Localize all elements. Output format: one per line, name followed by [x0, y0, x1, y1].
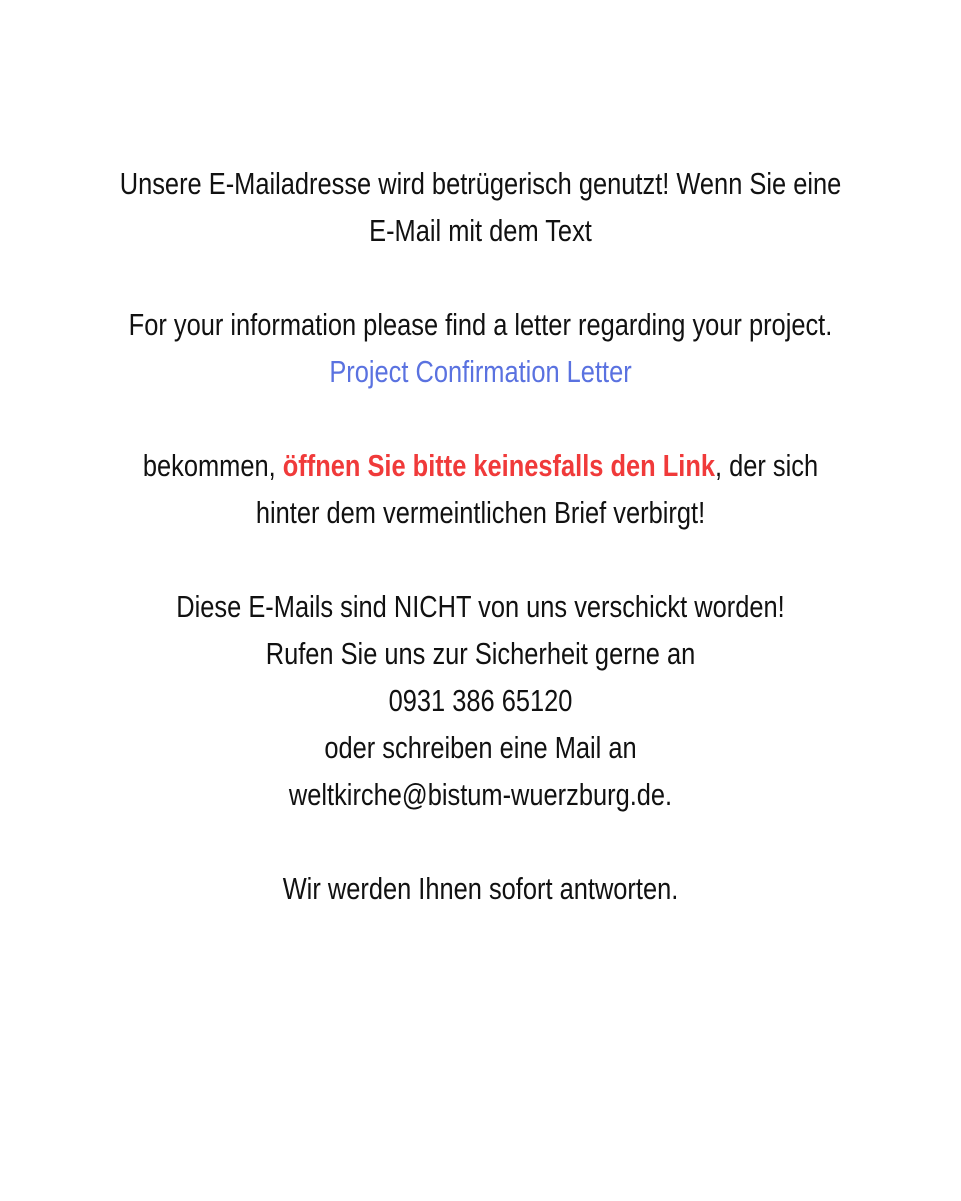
warning-paragraph: [0, 442, 961, 536]
scam-warning-notice: [0, 160, 961, 912]
not-sent-by-us-text: Diese E-Mails sind NICHT von uns verschickt worden!: [176, 589, 785, 624]
project-confirmation-letter-text: Project Confirmation Letter: [329, 354, 632, 389]
call-us-text: Rufen Sie uns zur Sicherheit gerne an: [265, 636, 696, 671]
intro-paragraph: [0, 160, 961, 254]
phone-number: 0931 386 65120: [388, 683, 573, 718]
intro-line-1: Unsere E-Mailadresse wird betrügerisch genutzt! Wenn Sie eine: [119, 166, 842, 201]
or-mail-text: oder schreiben eine Mail an: [324, 730, 637, 765]
intro-line-2: E-Mail mit dem Text: [369, 213, 592, 248]
closing-paragraph: [0, 865, 961, 912]
warning-line-1: [86, 442, 874, 489]
quoted-email-text: For your information please find a letter regarding your project.: [128, 307, 833, 342]
contact-email: weltkirche@bistum-wuerzburg.de.: [288, 777, 673, 812]
closing-text: Wir werden Ihnen sofort antworten.: [282, 871, 679, 906]
warning-prefix: bekommen,: [142, 448, 283, 483]
warning-suffix: , der sich: [714, 448, 819, 483]
warning-highlight: öffnen Sie bitte keinesfalls den Link: [282, 448, 715, 483]
quoted-email-paragraph: [0, 301, 961, 395]
warning-line-2: hinter dem vermeintlichen Brief verbirgt!: [255, 495, 706, 530]
contact-paragraph: [0, 583, 961, 818]
